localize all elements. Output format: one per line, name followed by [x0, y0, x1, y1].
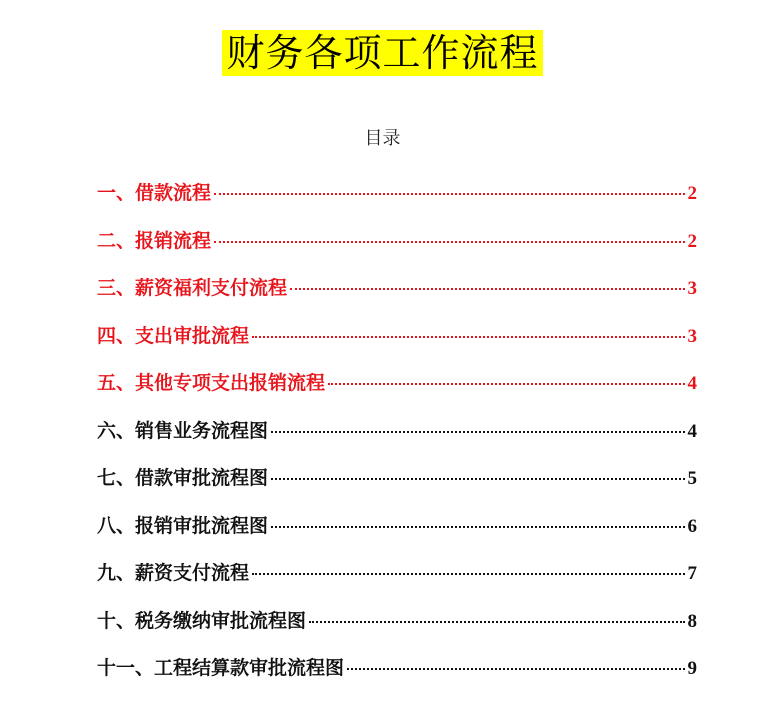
toc-entry[interactable]	[97, 606, 697, 654]
toc-entry-label: 十一、工程结算款审批流程图	[97, 657, 345, 679]
toc-entry-page: 3	[687, 325, 697, 347]
dot-leader	[214, 241, 684, 243]
toc-entry-label: 十、税务缴纳审批流程图	[97, 609, 307, 632]
title-container	[0, 30, 765, 76]
toc-entry-label: 六、销售业务流程图	[97, 419, 269, 442]
toc-entry-label: 八、报销审批流程图	[97, 514, 269, 537]
dot-leader	[271, 478, 684, 480]
toc-entry-page: 4	[687, 420, 697, 442]
toc-entry[interactable]	[97, 226, 697, 274]
toc-entry-page: 4	[687, 373, 697, 394]
document-title: 财务各项工作流程	[222, 30, 542, 76]
toc-entry-label: 一、借款流程	[97, 182, 212, 204]
dot-leader	[347, 668, 684, 670]
dot-leader	[214, 193, 684, 195]
toc-entry-page: 7	[687, 563, 697, 584]
toc-entry[interactable]	[97, 511, 697, 559]
dot-leader	[271, 526, 684, 528]
toc-entry[interactable]	[97, 558, 697, 606]
toc-entry-page: 5	[687, 468, 697, 489]
toc-entry-label: 九、薪资支付流程	[97, 562, 250, 584]
toc-entry-label: 二、报销流程	[97, 229, 212, 252]
toc-entry[interactable]	[97, 178, 697, 226]
table-of-contents	[97, 178, 697, 701]
toc-entry[interactable]	[97, 321, 697, 369]
dot-leader	[271, 431, 684, 433]
toc-entry-label: 四、支出审批流程	[97, 324, 250, 347]
dot-leader	[309, 621, 684, 623]
toc-entry[interactable]	[97, 653, 697, 701]
toc-heading: 目录	[364, 128, 401, 149]
toc-entry[interactable]	[97, 463, 697, 511]
dot-leader	[252, 336, 684, 338]
toc-entry-page: 3	[687, 278, 697, 299]
toc-entry-page: 2	[687, 183, 697, 204]
toc-entry-page: 9	[687, 658, 697, 679]
toc-entry[interactable]	[97, 416, 697, 464]
toc-entry-label: 五、其他专项支出报销流程	[97, 372, 326, 394]
toc-entry-label: 三、薪资福利支付流程	[97, 277, 288, 299]
dot-leader	[252, 573, 684, 575]
toc-entry-label: 七、借款审批流程图	[97, 467, 269, 489]
toc-entry-page: 2	[687, 230, 697, 252]
toc-entry-page: 6	[687, 515, 697, 537]
toc-entry[interactable]	[97, 368, 697, 416]
toc-entry[interactable]	[97, 273, 697, 321]
toc-entry-page: 8	[687, 610, 697, 632]
dot-leader	[328, 383, 684, 385]
dot-leader	[290, 288, 684, 290]
